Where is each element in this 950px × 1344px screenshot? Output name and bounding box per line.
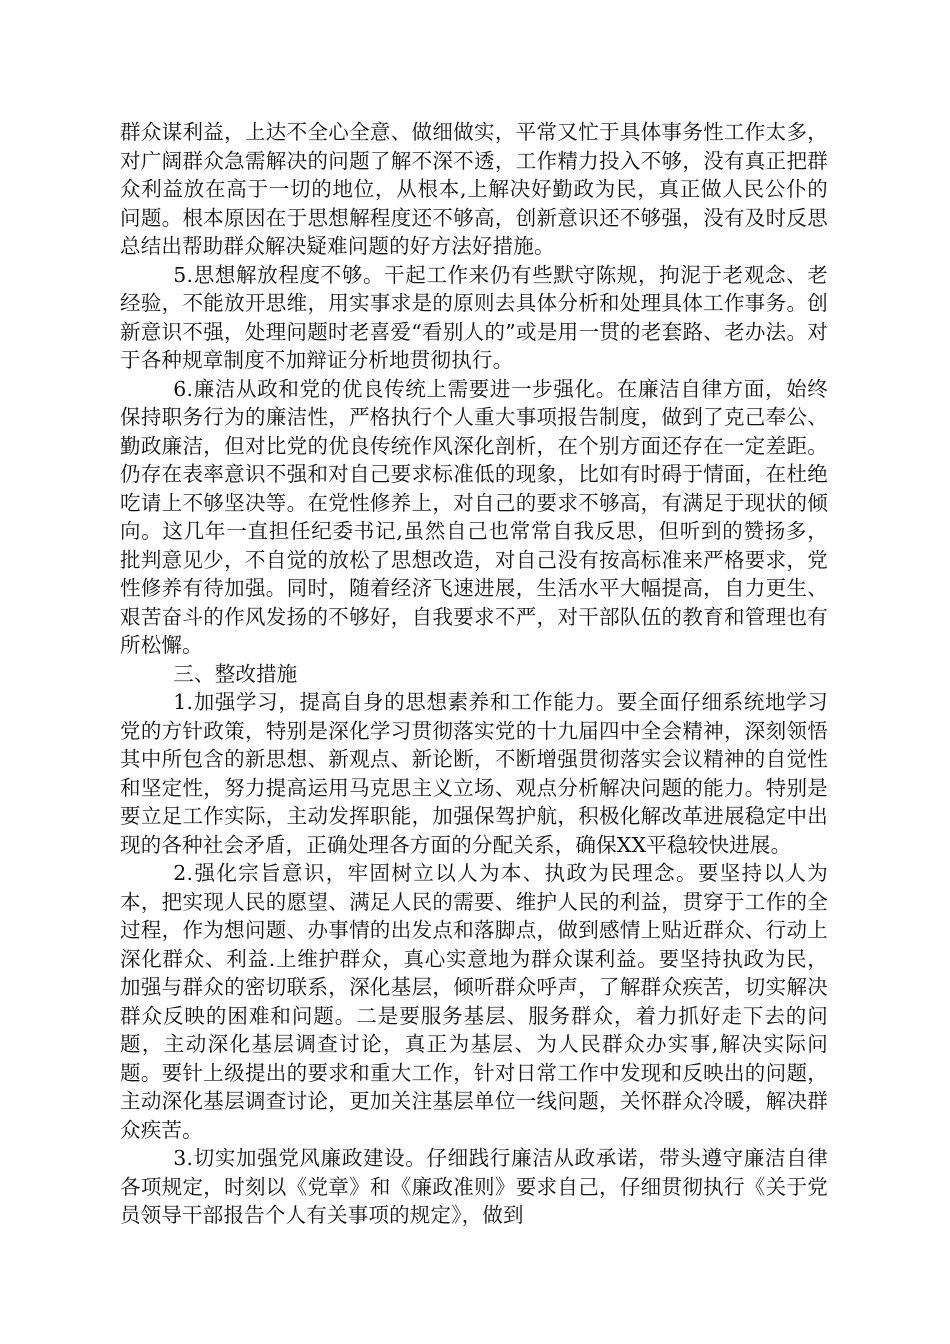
document-body xyxy=(120,118,828,1230)
paragraph-2: 5.思想解放程度不够。干起工作来仍有些默守陈规，拘泥于老观念、老经验，不能放开思维，用实事求是的原则去具体分析和处理具体工作事务。创新意识不强，处理问题时老喜爱“看别人的”或是用一贯的老套路、老办法。对于各种规章制度不加辩证分析地贯彻执行。 xyxy=(120,262,828,372)
section-heading: 三、整改措施 xyxy=(173,661,298,686)
paragraph-5: 2.强化宗旨意识，牢固树立以人为本、执政为民理念。要坚持以人为本，把实现人民的愿望、满足人民的需要、维护人民的利益，贯穿于工作的全过程，作为想问题、办事情的出发点和落脚点，做到感情上贴近群众、行动上深化群众、利益.上维护群众，真心实意地为群众谋利益。要坚持执政为民，加强与群众的密切联系，深化基层，倾听群众呼声，了解群众疾苦，切实解决群众反映的困难和问题。二是要服务基层、服务群众，着力抓好走下去的问题，主动深化基层调查讨论，真正为基层、为人民群众办实事,解决实际问题。要针上级提出的要求和重大工作，针对日常工作中发现和反映出的问题，主动深化基层调查讨论，更加关注基层单位一线问题，关怀群众冷暖，解决群众疾苦。 xyxy=(120,861,828,1142)
paragraph-3: 6.廉洁从政和党的优良传统上需要进一步强化。在廉洁自律方面，始终保持职务行为的廉洁性，严格执行个人重大事项报告制度，做到了克己奉公、勤政廉洁，但对比党的优良传统作风深化剖析，在个别方面还存在一定差距。仍存在表率意识不强和对自己要求标准低的现象，比如有时碍于情面，在杜绝吃请上不够坚决等。在党性修养上，对自己的要求不够高，有满足于现状的倾向。这几年一直担任纪委书记,虽然自己也常常自我反思，但听到的赞扬多，批判意见少，不自觉的放松了思想改造，对自己没有按高标准来严格要求，党性修养有待加强。同时，随着经济飞速进展，生活水平大幅提高，自力更生、艰苦奋斗的作风发扬的不够好，自我要求不严，对干部队伍的教育和管理也有所松懈。 xyxy=(120,376,828,657)
paragraph-4: 1.加强学习，提高自身的思想素养和工作能力。要全面仔细系统地学习党的方针政策，特别是深化学习贯彻落实党的十九届四中全会精神，深刻领悟其中所包含的新思想、新观点、新论断，不断增强贯彻落实会议精神的自觉性和坚定性，努力提高运用马克思主义立场、观点分析解决问题的能力。特别是要立足工作实际，主动发挥职能，加强保驾护航，积极化解改革进展稳定中出现的各种社会矛盾，正确处理各方面的分配关系，确保XX平稳较快进展。 xyxy=(120,690,828,857)
paragraph-1: 群众谋利益，上达不全心全意、做细做实，平常又忙于具体事务性工作太多，对广阔群众急需解决的问题了解不深不透，工作精力投入不够，没有真正把群众利益放在高于一切的地位，从根本,上解决好勤政为民，真正做人民公仆的问题。根本原因在于思想解程度还不够高，创新意识还不够强，没有及时反思总结出帮助群众解决疑难问题的好方法好措施。 xyxy=(120,120,828,258)
paragraph-6: 3.切实加强党风廉政建设。仔细践行廉洁从政承诺，带头遵守廉洁自律各项规定，时刻以《党章》和《廉政准则》要求自己，仔细贯彻执行《关于党员领导干部报告个人有关事项的规定》，做到 xyxy=(120,1146,828,1227)
